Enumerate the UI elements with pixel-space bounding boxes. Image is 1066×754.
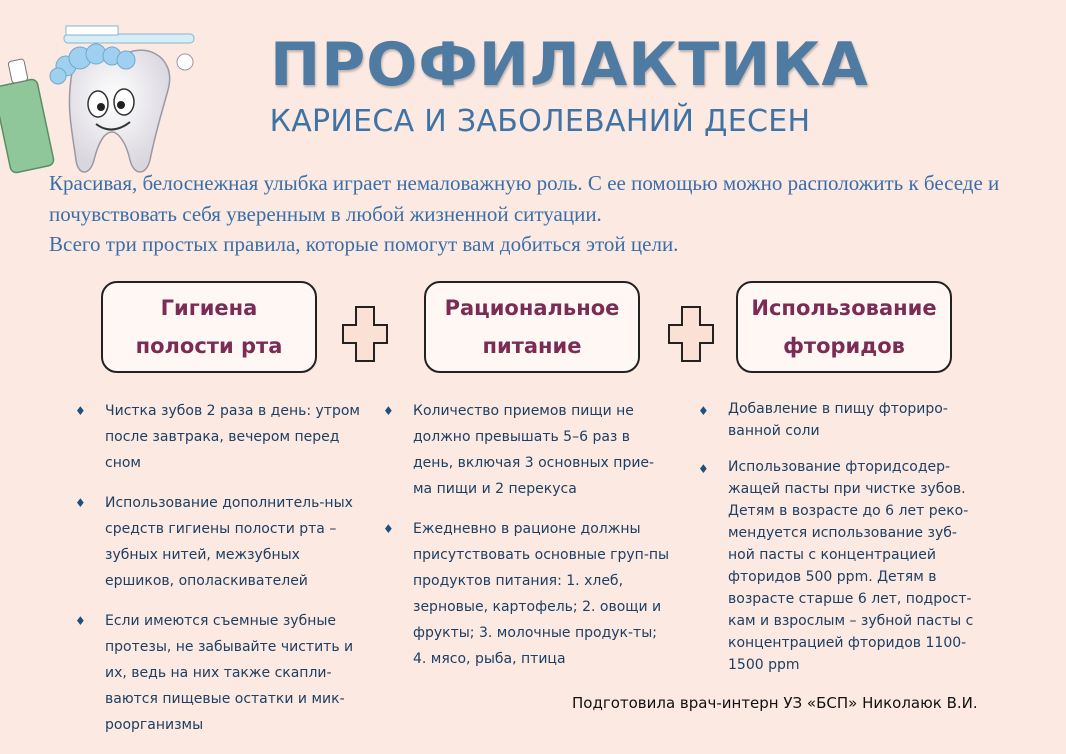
author-credit: Подготовила врач-интерн УЗ «БСП» Николаюк В.И.	[572, 694, 978, 712]
list-item: ♦ Добавление в пищу фториро-ванной соли	[698, 398, 980, 442]
toothpaste-tube-icon	[0, 59, 55, 174]
diamond-bullet-icon: ♦	[75, 614, 86, 628]
intro-paragraph-2: Всего три простых правила, которые помогут вам добиться этой цели.	[49, 232, 679, 256]
list-item: ♦ Использование фторидсодер-жащей пасты при чистке зубов. Детям в возрасте до 6 лет реко-мендуется использование зуб-ной пасты с концентрацией фторидов 500 ppm. Детям в возрасте старше 6 лет, подрост-кам и взрослым – зубной пасты с концентрацией фторидов 1100-1500 ppm	[698, 456, 980, 676]
tooth-mascot-illustration	[0, 20, 215, 180]
rule-title-line: полости рта	[135, 334, 283, 358]
diamond-bullet-icon: ♦	[75, 496, 86, 510]
list-item: ♦ Чистка зубов 2 раза в день: утром после завтрака, вечером перед сном	[75, 398, 360, 476]
intro-paragraph: Красивая, белоснежная улыбка играет немаловажную роль. С ее помощью можно расположить к беседе и почувствовать себя уверенным в любой жизненной ситуации.	[49, 171, 1000, 226]
diamond-bullet-icon: ♦	[383, 522, 394, 536]
rule-box-nutrition	[424, 281, 640, 373]
rule-title-line: Использование	[751, 296, 937, 320]
rule-box-hygiene	[101, 281, 317, 373]
rule-list-hygiene	[75, 398, 360, 752]
list-item: ♦ Количество приемов пищи не должно превышать 5–6 раз в день, включая 3 основных прие-ма пищи и 2 перекуса	[383, 398, 673, 502]
list-item: ♦ Ежедневно в рационе должны присутствовать основные груп-пы продуктов питания: 1. хлеб, зерновые, картофель; 2. овощи и фрукты; 3. молочные продук-ты; 4. мясо, рыба, птица	[383, 516, 673, 672]
list-item: ♦ Использование дополнитель-ных средств гигиены полости рта – зубных нитей, межзубных ершиков, ополаскивателей	[75, 490, 360, 594]
diamond-bullet-icon: ♦	[75, 404, 86, 418]
rule-box-fluorides	[736, 281, 952, 373]
diamond-bullet-icon: ♦	[383, 404, 394, 418]
rule-title-line: Рациональное	[444, 296, 620, 320]
diamond-bullet-icon: ♦	[698, 462, 709, 476]
plus-icon	[342, 306, 388, 362]
list-item: ♦ Если имеются съемные зубные протезы, не забывайте чистить и их, ведь на них также скапли-ваются пищевые остатки и мик-роорганизмы	[75, 608, 360, 738]
rule-list-nutrition	[383, 398, 673, 686]
page-title: ПРОФИЛАКТИКА	[270, 30, 869, 100]
diamond-bullet-icon: ♦	[698, 404, 709, 418]
plus-icon	[668, 306, 714, 362]
rule-title-line: фторидов	[783, 334, 905, 358]
rule-title-line: Гигиена	[160, 296, 258, 320]
rule-title-line: питание	[482, 334, 582, 358]
rule-list-fluorides	[698, 398, 980, 690]
page-subtitle: КАРИЕСА И ЗАБОЛЕВАНИЙ ДЕСЕН	[269, 104, 811, 139]
